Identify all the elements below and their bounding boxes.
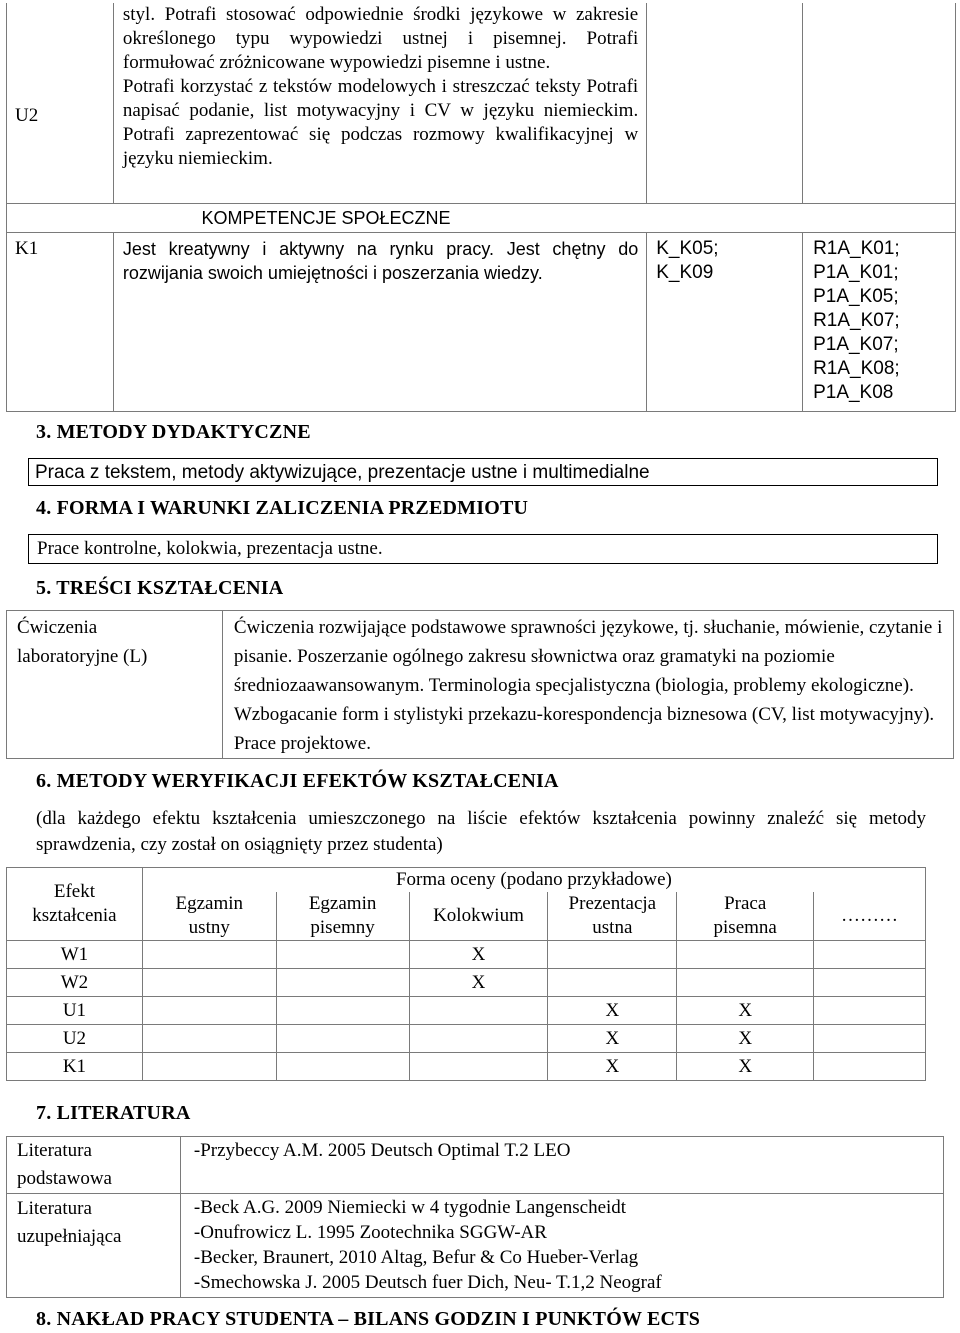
literature-label: uzupełniająca — [17, 1226, 122, 1247]
mark-cell — [142, 1053, 276, 1081]
obszarowe-code: R1A_K01; — [813, 238, 900, 259]
column-header: Praca — [724, 893, 767, 914]
table-row — [7, 969, 926, 997]
section-3-heading: 3. METODY DYDAKTYCZNE — [36, 421, 311, 443]
mark-cell — [142, 1025, 276, 1053]
mark-cell — [276, 941, 409, 969]
mark-cell: X — [409, 969, 548, 997]
section-header: KOMPETENCJE SPOŁECZNE — [201, 207, 451, 228]
obszarowe-code: P1A_K07; — [813, 334, 899, 355]
mark-cell — [814, 969, 926, 997]
mark-cell — [814, 1025, 926, 1053]
obszarowe-code: P1A_K08 — [813, 382, 894, 403]
literature-item: -Przybeccy A.M. 2005 Deutsch Optimal T.2 LEO — [193, 1140, 571, 1161]
table-row — [7, 1025, 926, 1053]
section-6-note: (dla każdego efektu kształcenia umieszczonego na liście efektów kształcenia powinny znaleźć się metody sprawdzenia, czy został on osiągnięty przez studenta) — [36, 808, 926, 855]
obszarowe-code: R1A_K07; — [813, 310, 900, 331]
mark-cell: X — [677, 1053, 814, 1081]
mark-cell — [814, 1053, 926, 1081]
mark-cell: X — [548, 1053, 677, 1081]
mark-cell: X — [677, 997, 814, 1025]
column-header: Egzamin — [308, 893, 377, 914]
column-header: Prezentacja — [568, 893, 657, 914]
literature-item: -Becker, Braunert, 2010 Altag, Befur & Co Hueber-Verlag — [193, 1247, 639, 1268]
effect-header: kształcenia — [32, 905, 117, 926]
mark-cell — [276, 969, 409, 997]
verification-rows — [7, 941, 926, 1081]
section-5-heading: 5. TREŚCI KSZTAŁCENIA — [36, 577, 284, 599]
tresci-content: Ćwiczenia rozwijające podstawowe sprawności językowe, tj. słuchanie, mówienie, czytanie i pisanie. Poszerzanie ogólnego zakresu słownictwa oraz gramatyki na poziomie średniozaawansowanym. Terminologia specjalistyczna (biologia, problemy ekologiczne). Wzbogacanie form i stylistyki przekazu-korespondencja biznesowa (CV, list motywacyjny). Prace projektowe. — [233, 617, 943, 754]
mark-cell — [142, 941, 276, 969]
table-row — [7, 997, 926, 1025]
outcome-description-prev: styl. Potrafi stosować odpowiednie środki językowe w zakresie określonego typu wypowiedzi ustnej i pisemnej. Potrafi formułować zróżnicowane wypowiedzi pisemne i ustne. — [122, 4, 639, 73]
effect-code: K1 — [7, 1053, 143, 1081]
literature-label: Literatura — [17, 1140, 92, 1161]
section-4-content: Prace kontrolne, kolokwia, prezentacja ustne. — [28, 534, 938, 564]
mark-cell — [677, 969, 814, 997]
outcome-code: K1 — [15, 238, 39, 259]
literature-label: podstawowa — [17, 1168, 112, 1189]
section-6-heading: 6. METODY WERYFIKACJI EFEKTÓW KSZTAŁCENIA — [36, 770, 559, 792]
mark-cell: X — [548, 1025, 677, 1053]
mark-cell — [409, 1025, 548, 1053]
effect-code: U2 — [7, 1025, 143, 1053]
table-row — [7, 233, 956, 412]
mark-cell — [814, 997, 926, 1025]
mark-cell — [142, 997, 276, 1025]
obszarowe-code: P1A_K01; — [813, 262, 899, 283]
mark-cell — [276, 997, 409, 1025]
column-header: Egzamin — [175, 893, 244, 914]
table-row — [7, 941, 926, 969]
literature-label: Literatura — [17, 1198, 92, 1219]
mark-cell — [409, 997, 548, 1025]
kierunkowe-code: K_K09 — [656, 262, 714, 283]
mark-cell — [409, 1053, 548, 1081]
tresci-label: Ćwiczenia — [17, 617, 98, 638]
column-header: Kolokwium — [433, 905, 524, 926]
outcome-code: U2 — [15, 105, 39, 126]
mark-cell — [548, 941, 677, 969]
tresci-table — [6, 610, 954, 759]
mark-cell: X — [677, 1025, 814, 1053]
literature-item: -Beck A.G. 2009 Niemiecki w 4 tygodnie Langenscheidt — [193, 1197, 627, 1218]
mark-cell: X — [409, 941, 548, 969]
mark-cell — [548, 969, 677, 997]
literature-item: -Smechowska J. 2005 Deutsch fuer Dich, Neu- T.1,2 Neograf — [193, 1272, 662, 1293]
learning-outcomes-table — [6, 3, 956, 412]
section-3-content: Praca z tekstem, metody aktywizujące, prezentacje ustne i multimedialne — [28, 458, 938, 486]
mark-cell — [677, 941, 814, 969]
tresci-label: laboratoryjne (L) — [17, 646, 148, 667]
mark-cell — [276, 1025, 409, 1053]
group-header: Forma oceny (podano przykładowe) — [395, 869, 672, 890]
verification-table: Efekt kształcenia Forma oceny (podano przykładowe) Egzamin ustny Egzamin pisemny Kolokwium Prezentacja ustna Praca pisemna ……… W1 X W2 X U1 X X U2 X X K1 X X — [6, 867, 926, 1081]
outcome-description: Jest kreatywny i aktywny na rynku pracy. Jest chętny do rozwijania swoich umiejętności i poszerzania wiedzy. — [122, 239, 639, 283]
section-4-heading: 4. FORMA I WARUNKI ZALICZENIA PRZEDMIOTU — [36, 497, 529, 519]
section-7-heading: 7. LITERATURA — [36, 1102, 191, 1124]
effect-code: W2 — [7, 969, 143, 997]
effect-code: W1 — [7, 941, 143, 969]
effect-header: Efekt — [53, 881, 95, 902]
literature-table — [6, 1136, 944, 1298]
kierunkowe-code: K_K05; — [656, 238, 719, 259]
mark-cell — [142, 969, 276, 997]
table-row — [7, 3, 956, 204]
literature-item: -Onufrowicz L. 1995 Zootechnika SGGW-AR — [193, 1222, 547, 1243]
section-header-row — [7, 204, 956, 233]
obszarowe-code: P1A_K05; — [813, 286, 899, 307]
effect-code: U1 — [7, 997, 143, 1025]
obszarowe-code: R1A_K08; — [813, 358, 900, 379]
table-row — [7, 1053, 926, 1081]
mark-cell — [276, 1053, 409, 1081]
section-8-heading: 8. NAKŁAD PRACY STUDENTA – BILANS GODZIN I PUNKTÓW ECTS — [36, 1308, 701, 1330]
mark-cell — [814, 941, 926, 969]
mark-cell: X — [548, 997, 677, 1025]
column-header: ……… — [841, 905, 899, 926]
outcome-description: Potrafi korzystać z tekstów modelowych i streszczać teksty Potrafi napisać podanie, list motywacyjny i CV w języku niemieckim. Potrafi zaprezentować się podczas rozmowy kwalifikacyjnej w języku niemieckim. — [122, 76, 639, 169]
